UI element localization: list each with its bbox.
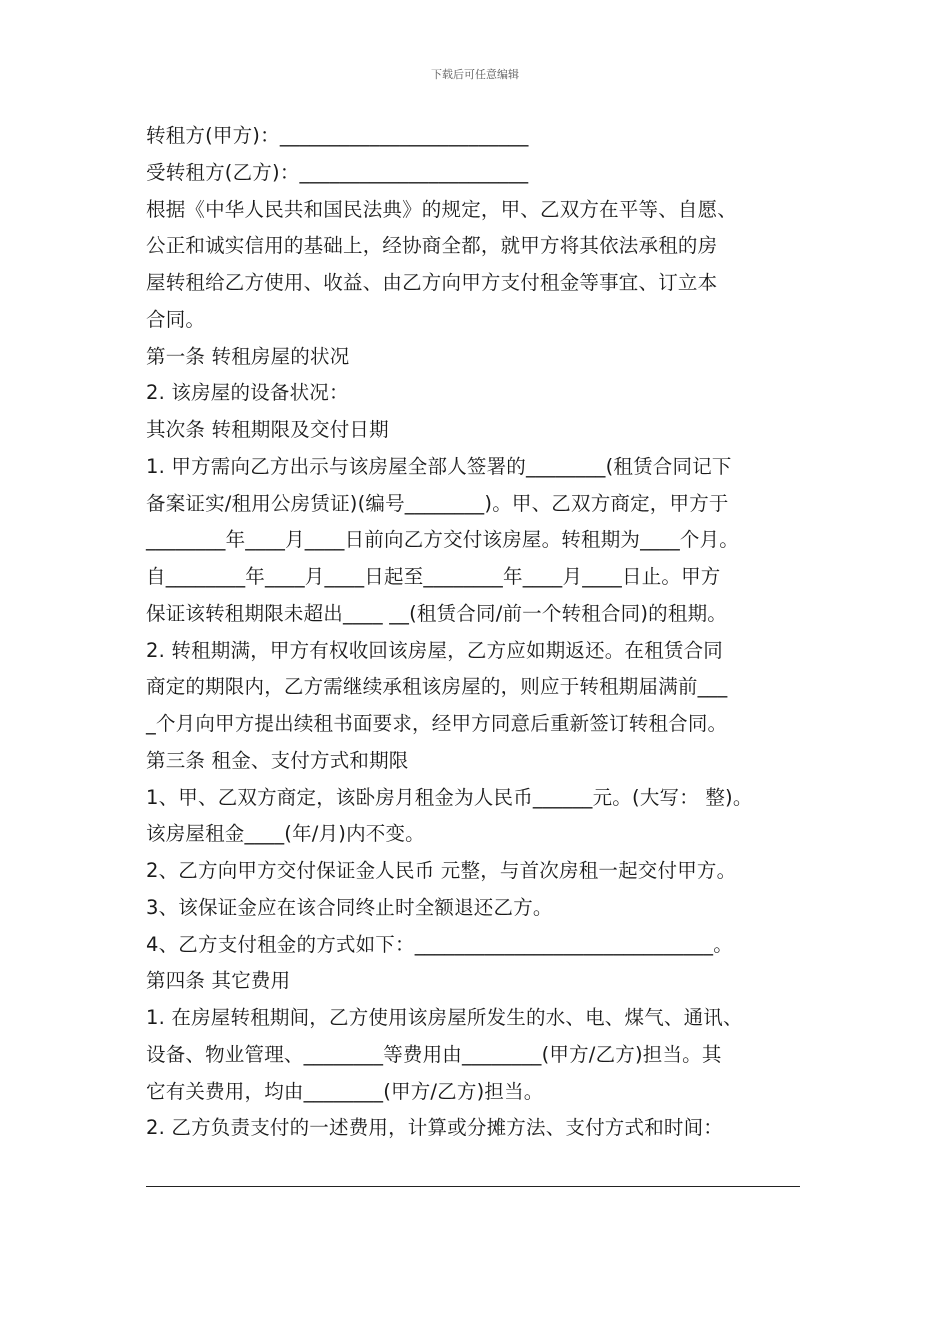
- text-line: 1. 甲方需向乙方出示与该房屋全部人签署的________(租赁合同记下: [146, 454, 732, 478]
- contract-body: [146, 118, 816, 1147]
- text-line: 转租方(甲方)：_________________________: [146, 124, 529, 147]
- text-line: 公正和诚实信用的基础上，经协商全都，就甲方将其依法承租的房: [146, 234, 718, 258]
- text-line: 备案证实/租用公房赁证)(编号________)。甲、乙双方商定，甲方于: [146, 491, 729, 515]
- text-line: 2. 乙方负责支付的一述费用，计算或分摊方法、支付方式和时间：: [146, 1116, 724, 1140]
- text-line: ________年____月____日前向乙方交付该房屋。转租期为____个月。: [146, 528, 740, 552]
- section-heading: 第四条 其它费用: [146, 969, 291, 993]
- text-line: _个月向甲方提出续租书面要求，经甲方同意后重新签订转租合同。: [146, 712, 728, 735]
- text-line: 它有关费用，均由________(甲方/乙方)担当。: [146, 1079, 544, 1103]
- text-line: 1、甲、乙双方商定，该卧房月租金为人民币______元。(大写： 整)。: [146, 785, 753, 809]
- text-line: 保证该转租期限未超出____ __(租赁合同/前一个转租合同)的租期。: [146, 601, 727, 625]
- text-line: 合同。: [146, 307, 206, 331]
- text-line: 自________年____月____日起至________年____月____日止。甲方: [146, 565, 721, 588]
- text-line: 1. 在房屋转租期间，乙方使用该房屋所发生的水、电、煤气、通讯、: [146, 1006, 743, 1029]
- page-header: 下载后可任意编辑: [431, 68, 519, 81]
- section-heading: 其次条 转租期限及交付日期: [146, 418, 389, 441]
- text-line: 该房屋租金____(年/月)内不变。: [146, 822, 425, 846]
- blank-fill-line: [146, 1186, 800, 1187]
- text-line: 2、乙方向甲方交付保证金人民币 元整，与首次房租一起交付甲方。: [146, 859, 737, 882]
- section-heading: 第一条 转租房屋的状况: [146, 344, 350, 368]
- text-line: 3、该保证金应在该合同终止时全额退还乙方。: [146, 895, 553, 919]
- text-line: 根据《中华人民共和国民法典》的规定，甲、乙双方在平等、自愿、: [146, 197, 738, 221]
- text-line: 屋转租给乙方使用、收益、由乙方向甲方支付租金等事宜、订立本: [146, 271, 718, 294]
- text-line: 2. 转租期满，甲方有权收回该房屋，乙方应如期返还。在租赁合同: [146, 638, 724, 662]
- text-line: 商定的期限内，乙方需继续承租该房屋的，则应于转租期届满前___: [146, 675, 728, 699]
- text-line: 设备、物业管理、________等费用由________(甲方/乙方)担当。其: [146, 1042, 722, 1066]
- text-line: 2. 该房屋的设备状况：: [146, 381, 349, 405]
- text-line: 4、乙方支付租金的方式如下：______________________________。: [146, 932, 733, 956]
- section-heading: 第三条 租金、支付方式和期限: [146, 748, 409, 772]
- text-line: 受转租方(乙方)：_______________________: [146, 160, 529, 184]
